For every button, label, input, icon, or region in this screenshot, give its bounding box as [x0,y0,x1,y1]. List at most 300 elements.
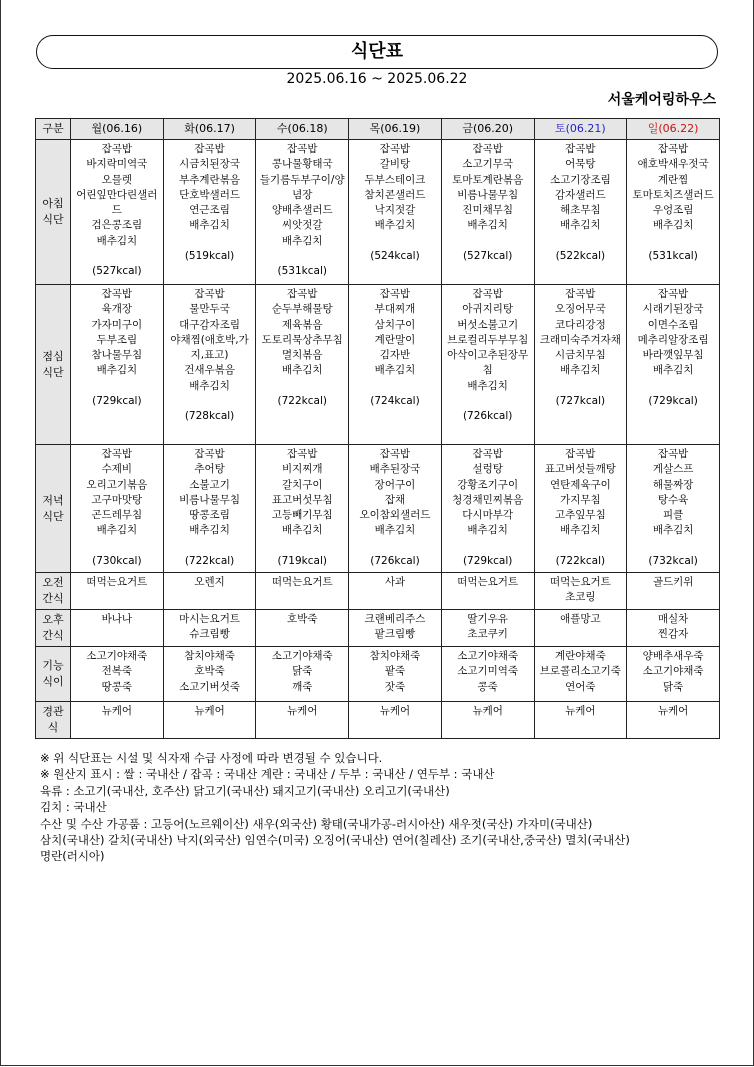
menu-item: 딸기우유 [467,613,508,625]
menu-item: 배추김치 [189,524,230,537]
day-header: 토(06.21) [534,119,627,140]
menu-item: 초코쿠키 [467,628,508,641]
menu-item: 건새우볶음 [184,364,235,377]
row-label [36,285,71,445]
row-label [36,573,71,610]
menu-item: 배추김치 [189,379,230,392]
menu-item: 삼치구이 [374,318,416,331]
menu-item: 배추김치 [467,379,508,392]
menu-item: 설렁탕 [472,463,503,476]
menu-item: 오이참외샐러드 [359,509,431,522]
menu-cell [627,445,720,573]
kcal-label: (724kcal) [370,395,420,408]
notes [40,750,630,865]
kcal-label: (726kcal) [462,410,513,423]
menu-item [443,394,533,409]
day-header: 금(06.20) [441,119,534,140]
row-label [36,140,71,285]
menu-item: 제육볶음 [281,318,323,331]
menu-item: 마시는요거트 [179,613,240,625]
menu-cell [71,702,164,739]
menu-item: 잡곡밥 [657,143,689,155]
menu-item: 배추김치 [374,364,416,377]
menu-item: 가자미구이 [91,318,143,331]
menu-cell [71,445,164,573]
menu-item: 잡곡밥 [287,143,318,155]
menu-item: 청경채민찌볶음 [452,493,524,506]
menu-item: 뉴케어 [287,705,318,717]
menu-item: 깨죽 [292,680,313,693]
menu-item: 시래기된장국 [642,303,704,316]
menu-item: 소고기미역죽 [457,665,519,678]
menu-item: 뉴케어 [657,705,689,717]
menu-item: 매실차 [657,613,689,625]
menu-item [257,249,347,264]
row-label-line: 식단 [42,365,64,379]
menu-item: 비름나물무침 [179,493,240,506]
menu-cell [163,647,256,702]
menu-item: 멸치볶음 [281,349,323,362]
menu-item: 초코링 [565,591,596,604]
menu-item: 땅콩조림 [189,509,230,522]
menu-cell [441,610,534,647]
table-row [36,445,720,573]
menu-item: 사과 [384,576,406,588]
menu-item: 시금치무침 [555,349,606,362]
menu-item: 배추김치 [652,219,694,232]
menu-item: 검은콩조림 [91,219,143,232]
kcal-label: (527kcal) [92,265,142,278]
kcal-label: (732kcal) [648,555,698,568]
menu-item [536,379,626,394]
menu-item [257,539,347,554]
menu-item: 소고기야채죽 [457,650,519,662]
menu-item: 잡곡밥 [194,448,225,460]
menu-item: 갈치구이 [281,478,323,491]
menu-item: 잡곡밥 [657,288,689,300]
menu-item [628,379,718,394]
menu-cell [349,285,442,445]
menu-cell [71,573,164,610]
menu-cell [441,140,534,285]
note-line: ※ 위 식단표는 시설 및 식자재 수급 사정에 따라 변경될 수 있습니다. [40,751,383,765]
meal-table [35,118,720,739]
menu-item [350,234,440,249]
menu-item: 잡곡밥 [194,143,225,155]
menu-item: 갈비탕 [379,158,411,171]
menu-item: 애호박새우젓국 [637,158,709,171]
menu-item: 뉴케어 [379,705,411,717]
menu-item: 떠먹는요거트 [457,576,519,588]
menu-cell [256,702,349,739]
kcal-label: (531kcal) [648,250,698,263]
menu-item: 김자반 [379,349,411,362]
row-label-line: 저녁 [42,493,64,507]
menu-item [443,539,533,554]
menu-cell [256,610,349,647]
menu-item: 참치콘샐러드 [364,188,426,201]
kcal-label: (527kcal) [462,250,513,263]
menu-item: 참나물무침 [91,349,143,362]
menu-item: 잡곡밥 [472,143,503,155]
menu-item: 어묵탕 [565,158,596,171]
menu-item: 곤드레무침 [91,509,143,522]
menu-item: 잡곡밥 [287,448,318,460]
menu-item [165,234,255,249]
menu-item: 배추김치 [189,219,230,232]
menu-item [165,394,255,409]
row-label-line: 경관 [42,705,64,718]
menu-item: 계란말이 [374,333,416,346]
menu-item [350,379,440,394]
menu-cell [256,445,349,573]
menu-item: 배추김치 [374,219,416,232]
menu-item [72,379,162,394]
menu-item: 뉴케어 [472,705,503,717]
kcal-label: (726kcal) [370,555,420,568]
menu-item: 배추김치 [96,234,138,247]
menu-item: 잡곡밥 [101,288,133,300]
menu-item: 팥죽 [384,665,406,678]
menu-item: 고등빼기무침 [271,509,333,522]
menu-item: 들기름두부구이/양념장 [259,173,345,201]
table-header-row [36,119,720,140]
menu-item [628,234,718,249]
menu-item: 토마토치즈샐러드 [632,188,714,201]
row-label-line: 식이 [42,675,64,688]
menu-item: 잡곡밥 [101,448,133,460]
menu-item: 피클 [662,509,684,522]
menu-item: 장어구이 [374,478,416,491]
menu-item: 코다리강정 [555,318,606,331]
menu-item: 배추김치 [281,364,323,377]
menu-item: 배추김치 [374,524,416,537]
menu-item [72,249,162,264]
table-row [36,610,720,647]
corner-label: 구분 [36,119,71,140]
day-header: 월(06.16) [71,119,164,140]
menu-item: 어린잎만다린샐러드 [76,188,158,217]
menu-item: 두부조림 [96,333,138,346]
menu-item: 배추된장국 [369,463,421,476]
menu-item: 부추계란볶음 [179,173,240,186]
menu-cell [71,610,164,647]
kcal-label: (722kcal) [277,395,327,408]
menu-item: 잡곡밥 [379,143,411,155]
note-line: 삼치(국내산) 갈치(국내산) 낙지(외국산) 임연수(미국) 오징어(국내산) 연어(칠레산) 조기(국내산,중국산) 멸치(국내산) [40,833,630,848]
menu-item: 추어탕 [194,463,225,476]
menu-item: 고구마맛탕 [91,493,143,506]
kcal-label: (719kcal) [277,555,327,568]
menu-item: 땅콩죽 [101,680,133,693]
menu-cell [627,610,720,647]
table-body [36,140,720,739]
menu-item: 크래미숙주겨자채 [539,333,621,346]
menu-item: 해초무침 [560,204,601,217]
menu-cell [349,140,442,285]
menu-item: 잡곡밥 [565,288,596,300]
kcal-label: (524kcal) [370,250,420,263]
menu-item: 아귀지리탕 [462,303,514,316]
menu-item [350,539,440,554]
menu-cell [349,647,442,702]
menu-cell [534,285,627,445]
menu-item: 브로콜리소고기죽 [539,665,621,678]
row-label-line: 간식 [42,592,64,605]
date-range: 2025.06.16 ~ 2025.06.22 [286,71,468,87]
menu-item [257,379,347,394]
note-line: 육류 : 소고기(국내산, 호주산) 닭고기(국내산) 돼지고기(국내산) 오리고기(국내산) [40,783,450,798]
kcal-label: (727kcal) [555,395,606,408]
menu-cell [163,573,256,610]
kcal-label: (519kcal) [184,250,235,263]
menu-item: 잡곡밥 [565,448,596,460]
menu-item: 진미채무침 [462,204,514,217]
menu-item: 가지무침 [560,493,601,506]
menu-item: 비름나물무침 [457,188,519,201]
menu-cell [534,445,627,573]
menu-cell [256,285,349,445]
menu-item: 고추잎무침 [555,509,606,522]
row-label-line: 오전 [42,576,64,589]
menu-item: 소고기야채죽 [271,650,333,662]
menu-item: 소고기장조림 [549,173,611,186]
menu-item: 콩죽 [477,680,498,693]
menu-item: 표고버섯무침 [271,493,333,506]
row-label-line: 아침 [42,197,64,210]
menu-item: 호박죽 [287,613,318,625]
menu-cell [163,285,256,445]
menu-cell [441,702,534,739]
kcal-label: (522kcal) [555,250,606,263]
menu-cell [256,573,349,610]
menu-cell [534,573,627,610]
menu-item [628,539,718,554]
table-row [36,647,720,702]
menu-item: 소고기야채죽 [86,650,148,662]
menu-item: 배추김치 [467,524,508,537]
menu-item: 닭죽 [292,665,313,678]
menu-item: 잡곡밥 [472,448,503,460]
row-label-line: 점심 [42,349,64,363]
menu-item: 시금치된장국 [179,158,240,171]
menu-cell [349,610,442,647]
menu-item: 바라깻잎무침 [642,349,704,362]
menu-item: 버섯소불고기 [457,318,519,331]
menu-cell [441,647,534,702]
table-row [36,702,720,739]
menu-item: 비지찌개 [281,463,323,476]
menu-item: 연근조림 [189,204,230,217]
menu-item: 참치야채죽 [369,650,421,662]
kcal-label: (728kcal) [184,410,235,423]
menu-item: 잡곡밥 [472,288,503,300]
menu-cell [163,445,256,573]
menu-item: 야채찜(애호박,가지,표고) [170,333,249,362]
note-line: 수산 및 수산 가공품 : 고등어(노르웨이산) 새우(외국산) 황태(국내가공-러시아산) 새우젓(국산) 가자미(국내산) [40,816,593,831]
organization-name: 서울케어링하우스 [607,92,716,108]
kcal-label: (531kcal) [277,265,327,278]
menu-item: 소고기버섯죽 [179,680,240,693]
menu-item: 소고기무국 [462,158,514,171]
menu-item: 연탄제육구이 [549,478,611,491]
menu-item: 배추김치 [560,219,601,232]
note-line: ※ 원산지 표시 : 쌀 : 국내산 / 잡곡 : 국내산 계란 : 국내산 / 두부 : 국내산 / 연두부 : 국내산 [40,767,495,782]
menu-cell [534,702,627,739]
row-label-line: 오후 [42,613,64,626]
menu-item: 바나나 [101,613,133,625]
menu-item: 배추김치 [281,234,323,247]
menu-item: 계란야채죽 [555,650,606,662]
row-label [36,647,71,702]
note-line: 김치 : 국내산 [40,800,107,815]
menu-item: 대구감자조림 [179,318,240,331]
menu-item [72,539,162,554]
menu-item: 물만두국 [189,303,230,316]
day-header: 일(06.22) [627,119,720,140]
menu-item: 크랜베리주스 [364,613,426,625]
menu-item: 잡곡밥 [194,288,225,300]
menu-item: 잡채 [384,493,406,506]
menu-item: 애플망고 [560,613,601,625]
menu-item: 잡곡밥 [657,448,689,460]
menu-cell [71,140,164,285]
menu-item: 단호박샐러드 [179,188,240,201]
menu-item: 다시마부각 [462,509,514,522]
menu-cell [71,285,164,445]
menu-item: 호박죽 [194,665,225,678]
menu-item: 잡곡밥 [379,288,411,300]
day-header: 수(06.18) [256,119,349,140]
menu-item [536,234,626,249]
menu-item: 두부스테이크 [364,173,426,186]
menu-item: 떠먹는요거트 [86,576,148,588]
menu-item: 감자샐러드 [555,188,606,201]
menu-item: 육개장 [101,303,133,316]
menu-cell [163,140,256,285]
day-header: 목(06.19) [349,119,442,140]
menu-item: 씨앗젓갈 [281,219,323,232]
page-title: 식단표 [36,35,718,69]
note-line: 명란(러시아) [40,849,105,864]
menu-item: 강황조기구이 [457,478,519,491]
menu-item: 배추김치 [281,524,323,537]
row-label-line: 식 [47,721,59,734]
menu-item: 메추리알장조림 [637,333,709,346]
menu-item: 낙지젓갈 [374,204,416,217]
menu-item: 연어죽 [565,680,596,693]
menu-item: 골드키위 [652,576,694,588]
row-label-line: 간식 [42,629,64,642]
row-label [36,610,71,647]
table-row [36,140,720,285]
menu-item: 배추김치 [96,364,138,377]
menu-item: 배추김치 [652,524,694,537]
row-label-line: 식단 [42,213,64,226]
menu-cell [534,610,627,647]
table-row [36,285,720,445]
menu-item: 전복죽 [101,665,133,678]
menu-item: 찐감자 [657,628,689,641]
menu-item: 계란찜 [657,173,689,186]
menu-cell [627,285,720,445]
kcal-label: (722kcal) [184,555,235,568]
menu-item: 바지락미역국 [86,158,148,171]
menu-item: 토마토계란볶음 [452,173,524,186]
menu-item: 콩나물황태국 [271,158,333,171]
menu-cell [627,140,720,285]
menu-cell [163,610,256,647]
kcal-label: (730kcal) [92,555,142,568]
menu-cell [534,140,627,285]
menu-item: 소고기야채죽 [642,665,704,678]
menu-item: 오리고기볶음 [86,478,148,491]
menu-item: 잡곡밥 [565,143,596,155]
row-label-line: 식단 [42,509,64,523]
menu-item: 탕수육 [657,493,689,506]
menu-item: 양배추샐러드 [271,204,333,217]
menu-cell [441,573,534,610]
menu-cell [534,647,627,702]
menu-item: 뉴케어 [101,705,133,717]
menu-item: 배추김치 [560,364,601,377]
menu-cell [441,285,534,445]
kcal-label: (722kcal) [555,555,606,568]
menu-item: 잡곡밥 [379,448,411,460]
menu-item: 배추김치 [652,364,694,377]
menu-item [165,539,255,554]
menu-cell [627,702,720,739]
menu-item: 잣죽 [384,680,406,693]
menu-cell [349,702,442,739]
kcal-label: (729kcal) [462,555,513,568]
kcal-label: (729kcal) [648,395,698,408]
menu-item: 뉴케어 [565,705,596,717]
menu-item: 부대찌개 [374,303,416,316]
menu-cell [627,647,720,702]
menu-item: 도토리묵상추무침 [261,333,343,346]
row-label-line: 기능 [42,659,64,672]
menu-item: 브로컬리두부무침 [447,333,529,346]
menu-cell [349,573,442,610]
menu-item: 닭죽 [662,680,684,693]
menu-item [443,234,533,249]
row-label [36,702,71,739]
kcal-label: (729kcal) [92,395,142,408]
menu-item: 소불고기 [189,478,230,491]
menu-item: 배추김치 [96,524,138,537]
menu-cell [349,445,442,573]
menu-item: 팥크림빵 [374,628,416,641]
table-row [36,573,720,610]
menu-item: 잡곡밥 [101,143,133,155]
menu-item: 오믈렛 [101,173,133,186]
menu-cell [256,140,349,285]
menu-item: 떠먹는요거트 [549,576,611,588]
menu-item: 우엉조림 [652,204,694,217]
menu-item: 표고버섯들깨탕 [544,463,616,476]
menu-item: 오징어무국 [555,303,606,316]
menu-item: 양배추새우죽 [642,650,704,662]
menu-item: 순두부해물탕 [271,303,333,316]
menu-cell [163,702,256,739]
menu-item: 이면수조림 [647,318,699,331]
menu-item: 참치야채죽 [184,650,235,662]
menu-item: 배추김치 [467,219,508,232]
menu-item: 떠먹는요거트 [271,576,333,588]
row-label [36,445,71,573]
menu-item [536,539,626,554]
